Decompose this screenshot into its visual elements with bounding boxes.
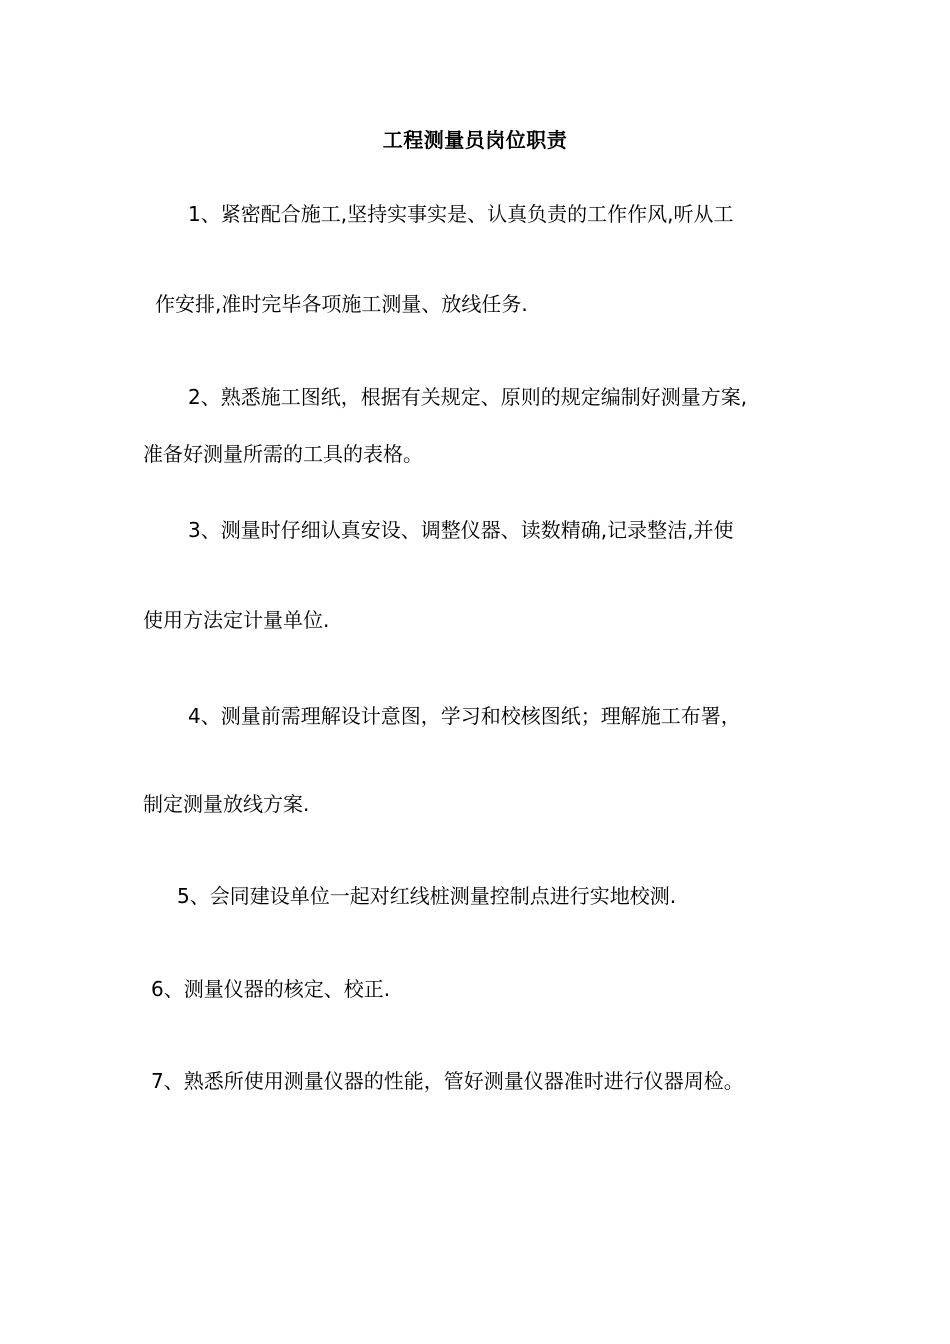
duty-3-line-2: 使用方法定计量单位. [143, 608, 330, 632]
duty-6-line: 6、测量仪器的核定、校正. [151, 977, 391, 1001]
duty-4-line-1: 4、测量前需理解设计意图，学习和校核图纸；理解施工布署， [188, 704, 741, 728]
duty-1-line-1: 1、紧密配合施工,坚持实事实是、认真负责的工作作风,听从工 [188, 202, 734, 226]
duty-7-line: 7、熟悉所使用测量仪器的性能，管好测量仪器准时进行仪器周检。 [151, 1069, 744, 1093]
duty-3-line-1: 3、测量时仔细认真安设、调整仪器、读数精确,记录整洁,并使 [188, 518, 734, 542]
duty-4-line-2: 制定测量放线方案. [143, 792, 310, 816]
duty-5-line: 5、会同建设单位一起对红线桩测量控制点进行实地校测. [177, 884, 677, 908]
duty-2-line-2: 准备好测量所需的工具的表格。 [143, 442, 423, 466]
duty-2-line-1: 2、熟悉施工图纸，根据有关规定、原则的规定编制好测量方案, [188, 385, 748, 409]
page-title: 工程测量员岗位职责 [382, 128, 568, 152]
duty-1-line-2: 作安排,准时完毕各项施工测量、放线任务. [155, 292, 528, 316]
